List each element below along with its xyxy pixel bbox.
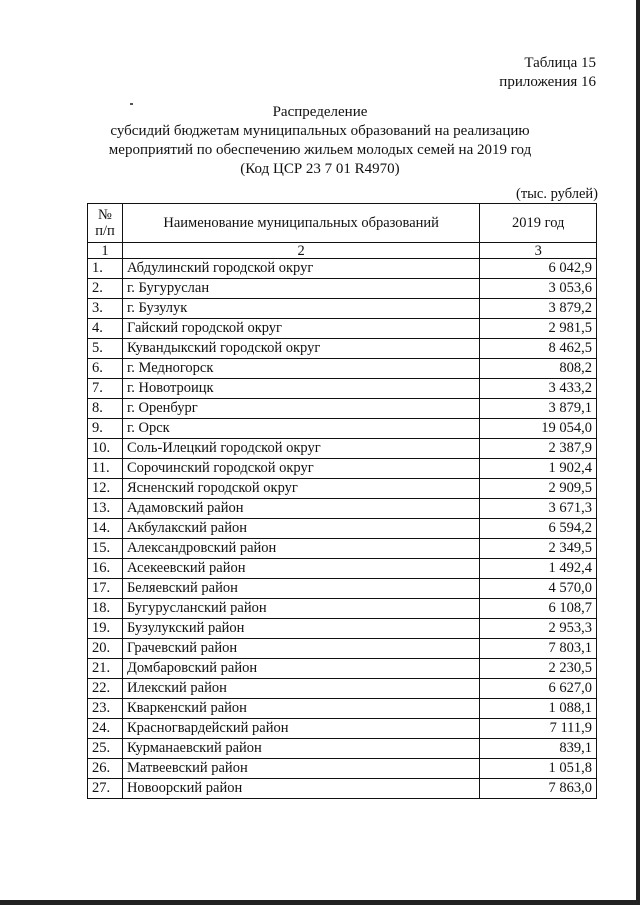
- row-number: 8.: [88, 399, 123, 419]
- row-number: 21.: [88, 659, 123, 679]
- row-number: 10.: [88, 439, 123, 459]
- table-row: [88, 279, 597, 299]
- table-row: [88, 539, 597, 559]
- document-heading: [60, 103, 580, 179]
- table-row: [88, 599, 597, 619]
- row-number: 13.: [88, 499, 123, 519]
- table-row: [88, 259, 597, 279]
- subsidy-amount: 1 492,4: [480, 559, 597, 579]
- district-name: Новоорский район: [122, 779, 479, 799]
- table-row: [88, 699, 597, 719]
- subsidy-amount: 3 671,3: [480, 499, 597, 519]
- district-name: г. Орск: [122, 419, 479, 439]
- subsidy-amount: 2 387,9: [480, 439, 597, 459]
- column-header-number: [88, 204, 123, 243]
- table-row: [88, 379, 597, 399]
- heading-line-2: субсидий бюджетам муниципальных образований на реализацию: [110, 123, 530, 139]
- district-name: Кваркенский район: [122, 699, 479, 719]
- table-row: [88, 559, 597, 579]
- district-name: Домбаровский район: [122, 659, 479, 679]
- row-number: 5.: [88, 339, 123, 359]
- subsidy-amount: 2 981,5: [480, 319, 597, 339]
- column-number-3: 3: [480, 243, 597, 259]
- subsidy-amount: 19 054,0: [480, 419, 597, 439]
- subsidy-amount: 2 230,5: [480, 659, 597, 679]
- row-number: 27.: [88, 779, 123, 799]
- row-number: 16.: [88, 559, 123, 579]
- table-row: [88, 759, 597, 779]
- row-number: 26.: [88, 759, 123, 779]
- table-row: [88, 739, 597, 759]
- table-row: [88, 619, 597, 639]
- table-reference: [499, 54, 596, 92]
- table-row: [88, 459, 597, 479]
- district-name: Соль-Илецкий городской округ: [122, 439, 479, 459]
- column-number-2: 2: [122, 243, 479, 259]
- subsidy-amount: 6 042,9: [480, 259, 597, 279]
- subsidy-amount: 8 462,5: [480, 339, 597, 359]
- subsidy-amount: 2 953,3: [480, 619, 597, 639]
- table-row: [88, 479, 597, 499]
- row-number: 22.: [88, 679, 123, 699]
- table-row: [88, 339, 597, 359]
- subsidy-amount: 2 909,5: [480, 479, 597, 499]
- column-header-name: Наименование муниципальных образований: [122, 204, 479, 243]
- district-name: г. Оренбург: [122, 399, 479, 419]
- row-number: 9.: [88, 419, 123, 439]
- row-number: 11.: [88, 459, 123, 479]
- subsidy-amount: 6 594,2: [480, 519, 597, 539]
- subsidy-amount: 3 433,2: [480, 379, 597, 399]
- subsidy-amount: 3 879,2: [480, 299, 597, 319]
- table-label: Таблица 15: [524, 55, 596, 71]
- table-row: [88, 719, 597, 739]
- units-label: (тыс. рублей): [516, 186, 598, 202]
- district-name: Ясненский городской округ: [122, 479, 479, 499]
- row-number: 15.: [88, 539, 123, 559]
- table-row: [88, 439, 597, 459]
- district-name: Абдулинский городской округ: [122, 259, 479, 279]
- district-name: Бузулукский район: [122, 619, 479, 639]
- subsidy-amount: 7 863,0: [480, 779, 597, 799]
- subsidy-amount: 3 879,1: [480, 399, 597, 419]
- column-header-number-line: №: [98, 207, 112, 223]
- row-number: 2.: [88, 279, 123, 299]
- table-header-row: [88, 204, 597, 243]
- table-row: [88, 519, 597, 539]
- district-name: Матвеевский район: [122, 759, 479, 779]
- district-name: Гайский городской округ: [122, 319, 479, 339]
- row-number: 18.: [88, 599, 123, 619]
- row-number: 7.: [88, 379, 123, 399]
- row-number: 12.: [88, 479, 123, 499]
- table-row: [88, 579, 597, 599]
- table-row: [88, 639, 597, 659]
- row-number: 1.: [88, 259, 123, 279]
- row-number: 24.: [88, 719, 123, 739]
- column-number-row: [88, 243, 597, 259]
- district-name: г. Медногорск: [122, 359, 479, 379]
- table-row: [88, 399, 597, 419]
- row-number: 23.: [88, 699, 123, 719]
- district-name: Александровский район: [122, 539, 479, 559]
- district-name: Бугурусланский район: [122, 599, 479, 619]
- district-name: г. Новотроицк: [122, 379, 479, 399]
- subsidy-amount: 808,2: [480, 359, 597, 379]
- subsidy-amount: 3 053,6: [480, 279, 597, 299]
- district-name: Кувандыкский городской округ: [122, 339, 479, 359]
- subsidy-amount: 7 803,1: [480, 639, 597, 659]
- subsidy-amount: 1 088,1: [480, 699, 597, 719]
- district-name: г. Бузулук: [122, 299, 479, 319]
- row-number: 3.: [88, 299, 123, 319]
- row-number: 25.: [88, 739, 123, 759]
- scan-border-bottom: [0, 900, 640, 905]
- row-number: 19.: [88, 619, 123, 639]
- district-name: Беляевский район: [122, 579, 479, 599]
- scan-border-right: [636, 0, 640, 905]
- table-row: [88, 679, 597, 699]
- table-row: [88, 659, 597, 679]
- subsidy-amount: 1 051,8: [480, 759, 597, 779]
- district-name: Сорочинский городской округ: [122, 459, 479, 479]
- subsidy-amount: 1 902,4: [480, 459, 597, 479]
- row-number: 20.: [88, 639, 123, 659]
- district-name: Илекский район: [122, 679, 479, 699]
- subsidy-table: [87, 203, 597, 799]
- district-name: Курманаевский район: [122, 739, 479, 759]
- district-name: Асекеевский район: [122, 559, 479, 579]
- table-row: [88, 779, 597, 799]
- heading-line-1: Распределение: [272, 104, 368, 120]
- column-header-year: 2019 год: [480, 204, 597, 243]
- district-name: Акбулакский район: [122, 519, 479, 539]
- district-name: Грачевский район: [122, 639, 479, 659]
- heading-line-4: (Код ЦСР 23 7 01 R4970): [240, 161, 400, 177]
- subsidy-amount: 6 627,0: [480, 679, 597, 699]
- appendix-label: приложения 16: [499, 74, 596, 90]
- table-row: [88, 299, 597, 319]
- table-row: [88, 359, 597, 379]
- column-header-number-line: п/п: [95, 223, 115, 239]
- table-row: [88, 499, 597, 519]
- table-row: [88, 319, 597, 339]
- row-number: 4.: [88, 319, 123, 339]
- heading-line-3: мероприятий по обеспечению жильем молодых семей на 2019 год: [108, 142, 532, 158]
- subsidy-amount: 2 349,5: [480, 539, 597, 559]
- row-number: 6.: [88, 359, 123, 379]
- district-name: Красногвардейский район: [122, 719, 479, 739]
- district-name: г. Бугуруслан: [122, 279, 479, 299]
- table-row: [88, 419, 597, 439]
- district-name: Адамовский район: [122, 499, 479, 519]
- subsidy-amount: 839,1: [480, 739, 597, 759]
- subsidy-amount: 7 111,9: [480, 719, 597, 739]
- row-number: 14.: [88, 519, 123, 539]
- subsidy-amount: 4 570,0: [480, 579, 597, 599]
- subsidy-amount: 6 108,7: [480, 599, 597, 619]
- column-number-1: 1: [88, 243, 123, 259]
- row-number: 17.: [88, 579, 123, 599]
